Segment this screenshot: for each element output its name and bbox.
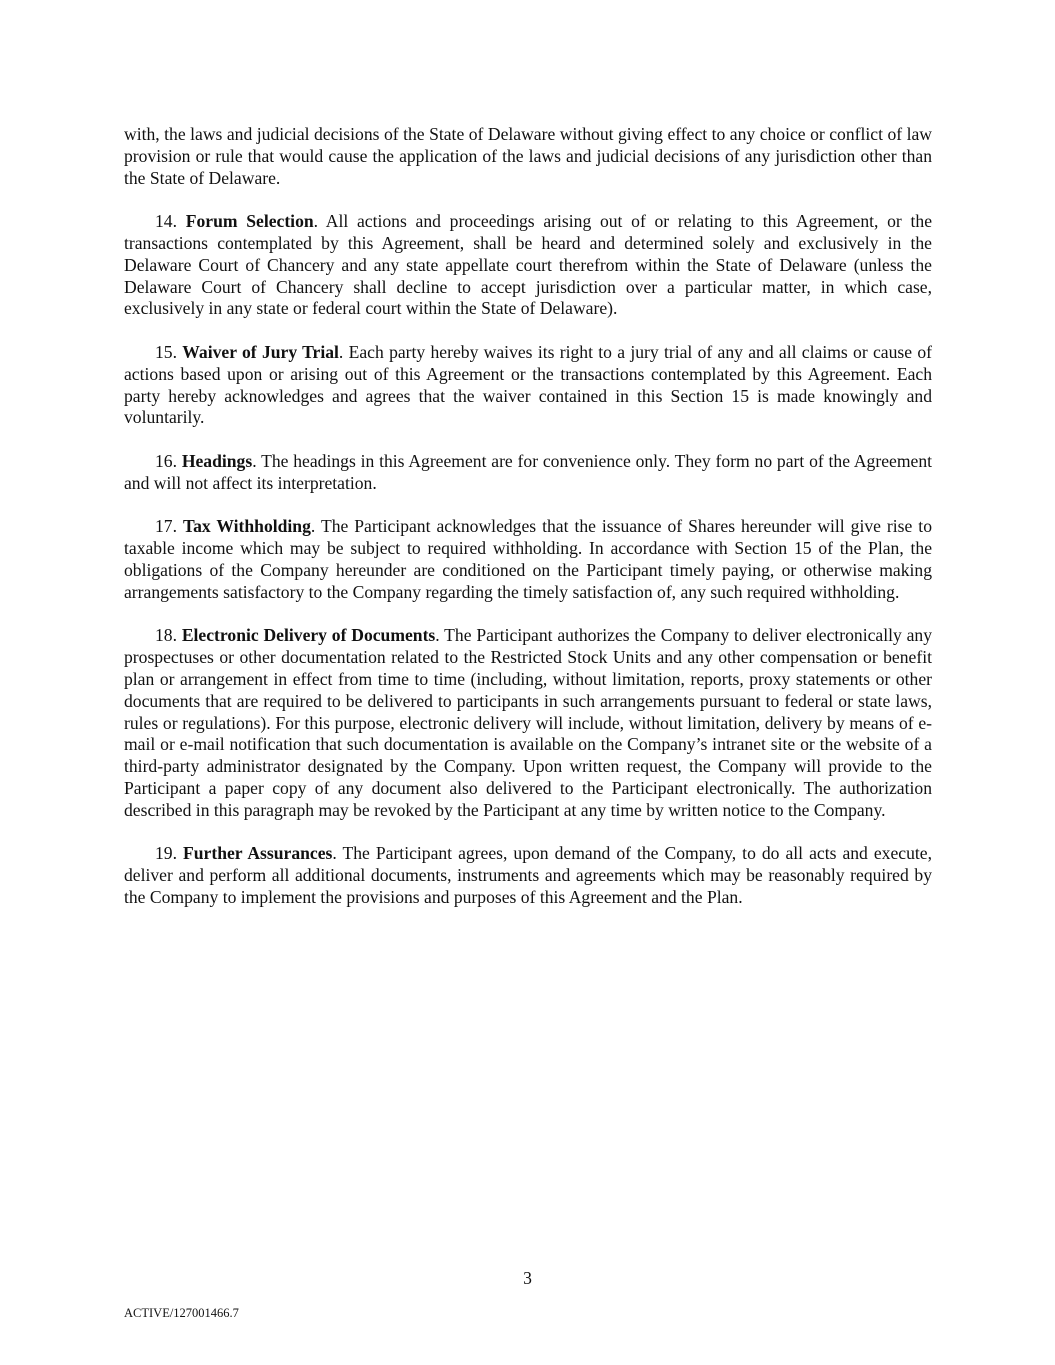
section-19-further-assurances — [124, 843, 932, 908]
section-heading: Further Assurances — [183, 843, 333, 864]
section-number: 17. — [155, 516, 177, 537]
section-text: . Each party hereby waives its right to a jury trial of any and all claims or cause of actions based upon or arising out of this Agreement or the transactions contemplated by this Agreement. Each party hereby acknowledges and agrees that the waiver contained in this Section 15 is made knowingly and voluntarily. — [124, 341, 932, 428]
section-heading: Waiver of Jury Trial — [182, 341, 339, 362]
section-number: 18. — [155, 625, 177, 646]
section-number: 16. — [155, 450, 177, 471]
section-18-electronic-delivery — [124, 625, 932, 821]
section-number: 19. — [155, 843, 177, 864]
section-text: . The Participant authorizes the Company to deliver electronically any prospectuses or other documentation related to the Restricted Stock Units and any other compensation or benefit plan or arrangement in effect from time to time (including, without limitation, reports, proxy statements or other documents that are required to be delivered to participants in such arrangements pursuant to federal or state laws, rules or regulations). For this purpose, electronic delivery will include, without limitation, delivery by means of e-mail or e-mail notification that such documentation is available on the Company’s intranet site or the website of a third-party administrator designated by the Company. Upon written request, the Company will provide to the Participant a paper copy of any document also delivered to the Participant electronically. The authorization described in this paragraph may be revoked by the Participant at any time by written notice to the Company. — [124, 625, 933, 820]
document-id-footer: ACTIVE/127001466.7 — [124, 1306, 239, 1320]
section-15-waiver-of-jury-trial — [124, 342, 932, 429]
section-text: . The Participant agrees, upon demand of the Company, to do all acts and execute, deliver and perform all additional documents, instruments and agreements which may be reasonably required by the Company to implement the provisions and purposes of this Agreement and the Plan. — [124, 843, 932, 907]
section-heading: Electronic Delivery of Documents — [181, 625, 436, 646]
section-14-forum-selection — [124, 211, 932, 320]
section-number: 14. — [155, 211, 177, 232]
section-16-headings — [124, 451, 932, 495]
section-text: . The Participant acknowledges that the issuance of Shares hereunder will give rise to taxable income which may be subject to required withholding. In accordance with Section 15 of the Plan, the obligations of the Company hereunder are conditioned on the Participant timely paying, or otherwise making arrangements satisfactory to the Company regarding the timely satisfaction of, any such required withholding. — [124, 516, 932, 602]
section-17-tax-withholding — [124, 516, 932, 603]
continuation-paragraph: with, the laws and judicial decisions of the State of Delaware without giving effect to any choice or conflict of law provision or rule that would cause the application of the laws and judicial decisions of any jurisdiction other than the State of Delaware. — [124, 124, 932, 188]
section-number: 15. — [155, 341, 177, 362]
section-heading: Forum Selection — [185, 211, 314, 232]
page-number: 3 — [523, 1268, 532, 1288]
section-heading: Tax Withholding — [182, 516, 311, 537]
section-heading: Headings — [181, 450, 253, 471]
section-text: . The headings in this Agreement are for convenience only. They form no part of the Agreement and will not affect its interpretation. — [124, 450, 932, 493]
section-text: . All actions and proceedings arising out of or relating to this Agreement, or the transactions contemplated by this Agreement, shall be heard and determined solely and exclusively in the Delaware Court of Chancery and any state appellate court therefrom within the State of Delaware (unless the Delaware Court of Chancery shall decline to accept jurisdiction over a particular matter, in which case, exclusively in any state or federal court within the State of Delaware). — [124, 211, 932, 319]
document-body — [124, 124, 932, 930]
